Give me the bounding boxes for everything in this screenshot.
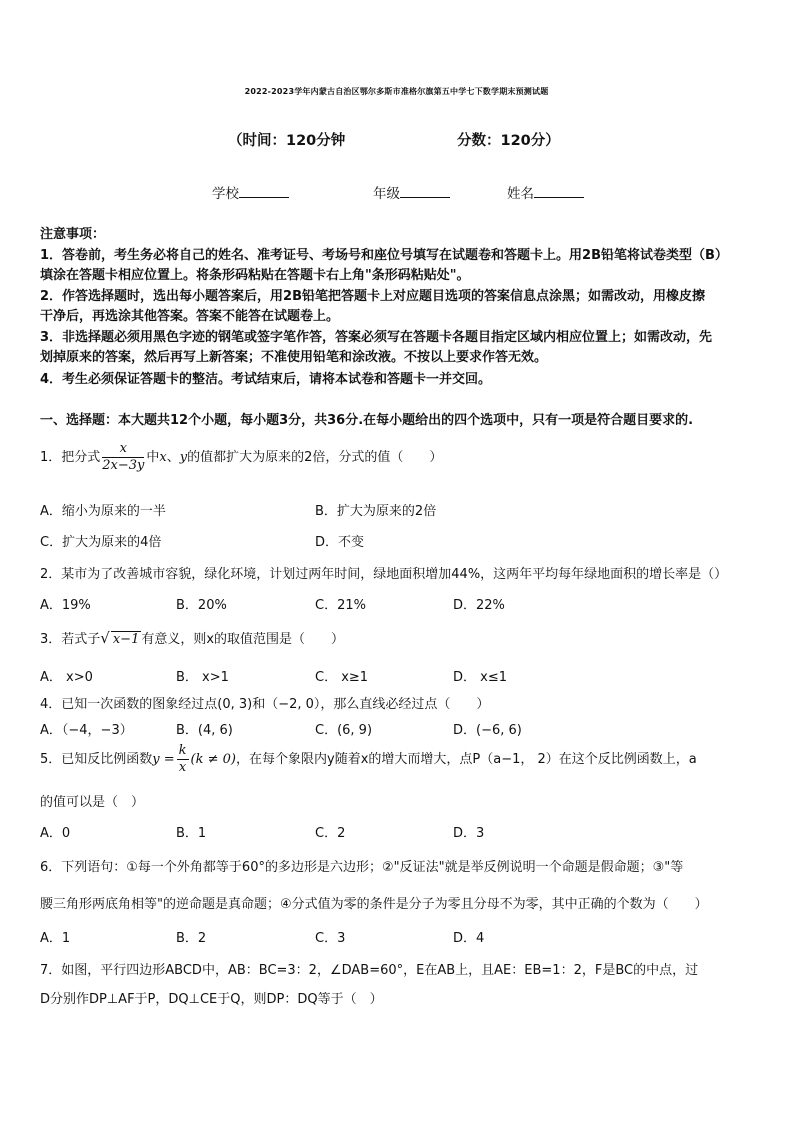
q3-radicand: x−1 — [112, 632, 140, 647]
q5-prefix: 5．已知反比例函数 — [40, 752, 153, 767]
q5-suffix: ，在每个象限内y随着x的增大而增大，点P（a−1， 2）在这个反比例函数上，a — [236, 752, 697, 767]
q5-option-c[interactable]: C．2 — [315, 826, 346, 841]
q4-option-d[interactable]: D．(−6, 6) — [453, 723, 522, 738]
q2-option-b[interactable]: B．20% — [176, 598, 227, 613]
name-blank — [534, 185, 584, 198]
q1-option-d[interactable]: D．不变 — [315, 535, 365, 550]
q6-option-d[interactable]: D．4 — [453, 931, 485, 946]
q4-option-b[interactable]: B．(4, 6) — [176, 723, 233, 738]
q1-sep: 、 — [166, 450, 180, 465]
notice-line: 1．答卷前，考生务必将自己的姓名、准考证号、考场号和座位号填写在试题卷和答题卡上。用2B铅笔将试卷类型（B） — [40, 248, 728, 263]
question-4: 4．已知一次函数的图象经过点(0, 3)和（−2, 0），那么直线必经过点（ ） — [40, 697, 490, 712]
q1-option-b[interactable]: B．扩大为原来的2倍 — [315, 504, 437, 519]
q1-var-x: x — [159, 450, 167, 465]
page-title: 2022-2023学年内蒙古自治区鄂尔多斯市准格尔旗第五中学七下数学期末预测试题 — [244, 87, 549, 96]
notice-line: 2．作答选择题时，选出每小题答案后，用2B铅笔把答题卡上对应题目选项的答案信息点涂黑；如需改动，用橡皮擦 — [40, 289, 706, 304]
q1-option-a[interactable]: A．缩小为原来的一半 — [40, 504, 166, 519]
q4-option-a[interactable]: A．（−4，−3） — [40, 723, 133, 738]
grade-blank — [400, 185, 450, 198]
sqrt-icon: √ — [100, 629, 110, 647]
q1-mid: 中 — [146, 450, 160, 465]
q3-option-a[interactable]: A． x>0 — [40, 670, 93, 685]
q3-option-b[interactable]: B． x>1 — [176, 670, 229, 685]
notice-line: 填涂在答题卡相应位置上。将条形码粘贴在答题卡右上角"条形码粘贴处"。 — [40, 268, 470, 283]
exam-time: （时间：120分钟 — [228, 133, 346, 149]
q1-frac-den: 2x−3y — [102, 458, 145, 473]
q2-option-c[interactable]: C．21% — [315, 598, 366, 613]
question-7: 7．如图，平行四边形ABCD中，AB：BC=3：2，∠DAB=60°，E在AB上，且AE：EB=1：2，F是BC的中点，过 — [40, 963, 699, 978]
question-1 — [40, 441, 442, 474]
notice-line: 3．非选择题必须用黑色字迹的钢笔或签字笔作答，答案必须写在答题卡各题目指定区域内相应位置上；如需改动，先 — [40, 330, 713, 345]
question-5-line2: 的值可以是（ ） — [40, 795, 145, 810]
exam-score: 分数：120分） — [457, 133, 560, 149]
grade-label: 年级 — [373, 186, 400, 202]
notice-line: 干净后，再选涂其他答案。答案不能答在试题卷上。 — [40, 309, 340, 324]
question-6: 6．下列语句：①每一个外角都等于60°的多边形是六边形；②"反证法"就是举反例说明一个命题是假命题；③"等 — [40, 860, 684, 875]
q1-var-y: y — [179, 450, 188, 465]
school-blank — [239, 185, 289, 198]
question-2: 2．某市为了改善城市容貌，绿化环境，计划过两年时间，绿地面积增加44%，这两年平均每年绿地面积的增长率是（） — [40, 567, 728, 582]
q6-option-c[interactable]: C．3 — [315, 931, 346, 946]
q5-fraction — [177, 743, 189, 776]
q1-fraction — [102, 441, 144, 474]
q5-cond: (k ≠ 0) — [190, 752, 236, 767]
q5-lhs: y = — [152, 752, 175, 767]
q2-option-a[interactable]: A．19% — [40, 598, 91, 613]
question-5 — [40, 743, 697, 776]
question-3 — [40, 628, 344, 647]
q1-prefix: 1．把分式 — [40, 450, 101, 465]
q1-frac-num: x — [102, 441, 144, 458]
q1-suffix: 的值都扩大为原来的2倍，分式的值（ ） — [187, 450, 443, 465]
notice-heading: 注意事项： — [40, 227, 106, 242]
question-6-line2: 腰三角形两底角相等"的逆命题是真命题；④分式值为零的条件是分子为零且分母不为零，其中正确的个数为（ ） — [40, 897, 708, 912]
q5-option-b[interactable]: B．1 — [176, 826, 207, 841]
q4-option-c[interactable]: C．(6, 9) — [315, 723, 373, 738]
name-field — [507, 182, 584, 202]
q1-option-c[interactable]: C．扩大为原来的4倍 — [40, 535, 162, 550]
grade-field — [373, 182, 450, 202]
q3-prefix: 3．若式子 — [40, 632, 101, 647]
q3-option-c[interactable]: C． x≥1 — [315, 670, 369, 685]
school-label: 学校 — [212, 186, 239, 202]
q5-option-d[interactable]: D．3 — [453, 826, 485, 841]
question-7-line2: D分别作DP⊥AF于P，DQ⊥CE于Q，则DP：DQ等于（ ） — [40, 992, 383, 1007]
q6-option-a[interactable]: A．1 — [40, 931, 71, 946]
notice-line: 4．考生必须保证答题卡的整洁。考试结束后，请将本试卷和答题卡一并交回。 — [40, 372, 492, 387]
q5-frac-num: k — [178, 743, 187, 758]
q6-option-b[interactable]: B．2 — [176, 931, 207, 946]
section-heading: 一、选择题：本大题共12个小题，每小题3分，共36分.在每小题给出的四个选项中，只有一项是符合题目要求的. — [40, 413, 694, 428]
q3-suffix: 有意义，则x的取值范围是（ ） — [141, 632, 345, 647]
q5-option-a[interactable]: A．0 — [40, 826, 71, 841]
q5-frac-den: x — [178, 760, 187, 775]
notice-line: 划掉原来的答案，然后再写上新答案；不准使用铅笔和涂改液。不按以上要求作答无效。 — [40, 350, 548, 365]
q2-option-d[interactable]: D．22% — [453, 598, 505, 613]
name-label: 姓名 — [507, 186, 534, 202]
school-field — [212, 182, 289, 202]
q3-option-d[interactable]: D． x≤1 — [453, 670, 507, 685]
